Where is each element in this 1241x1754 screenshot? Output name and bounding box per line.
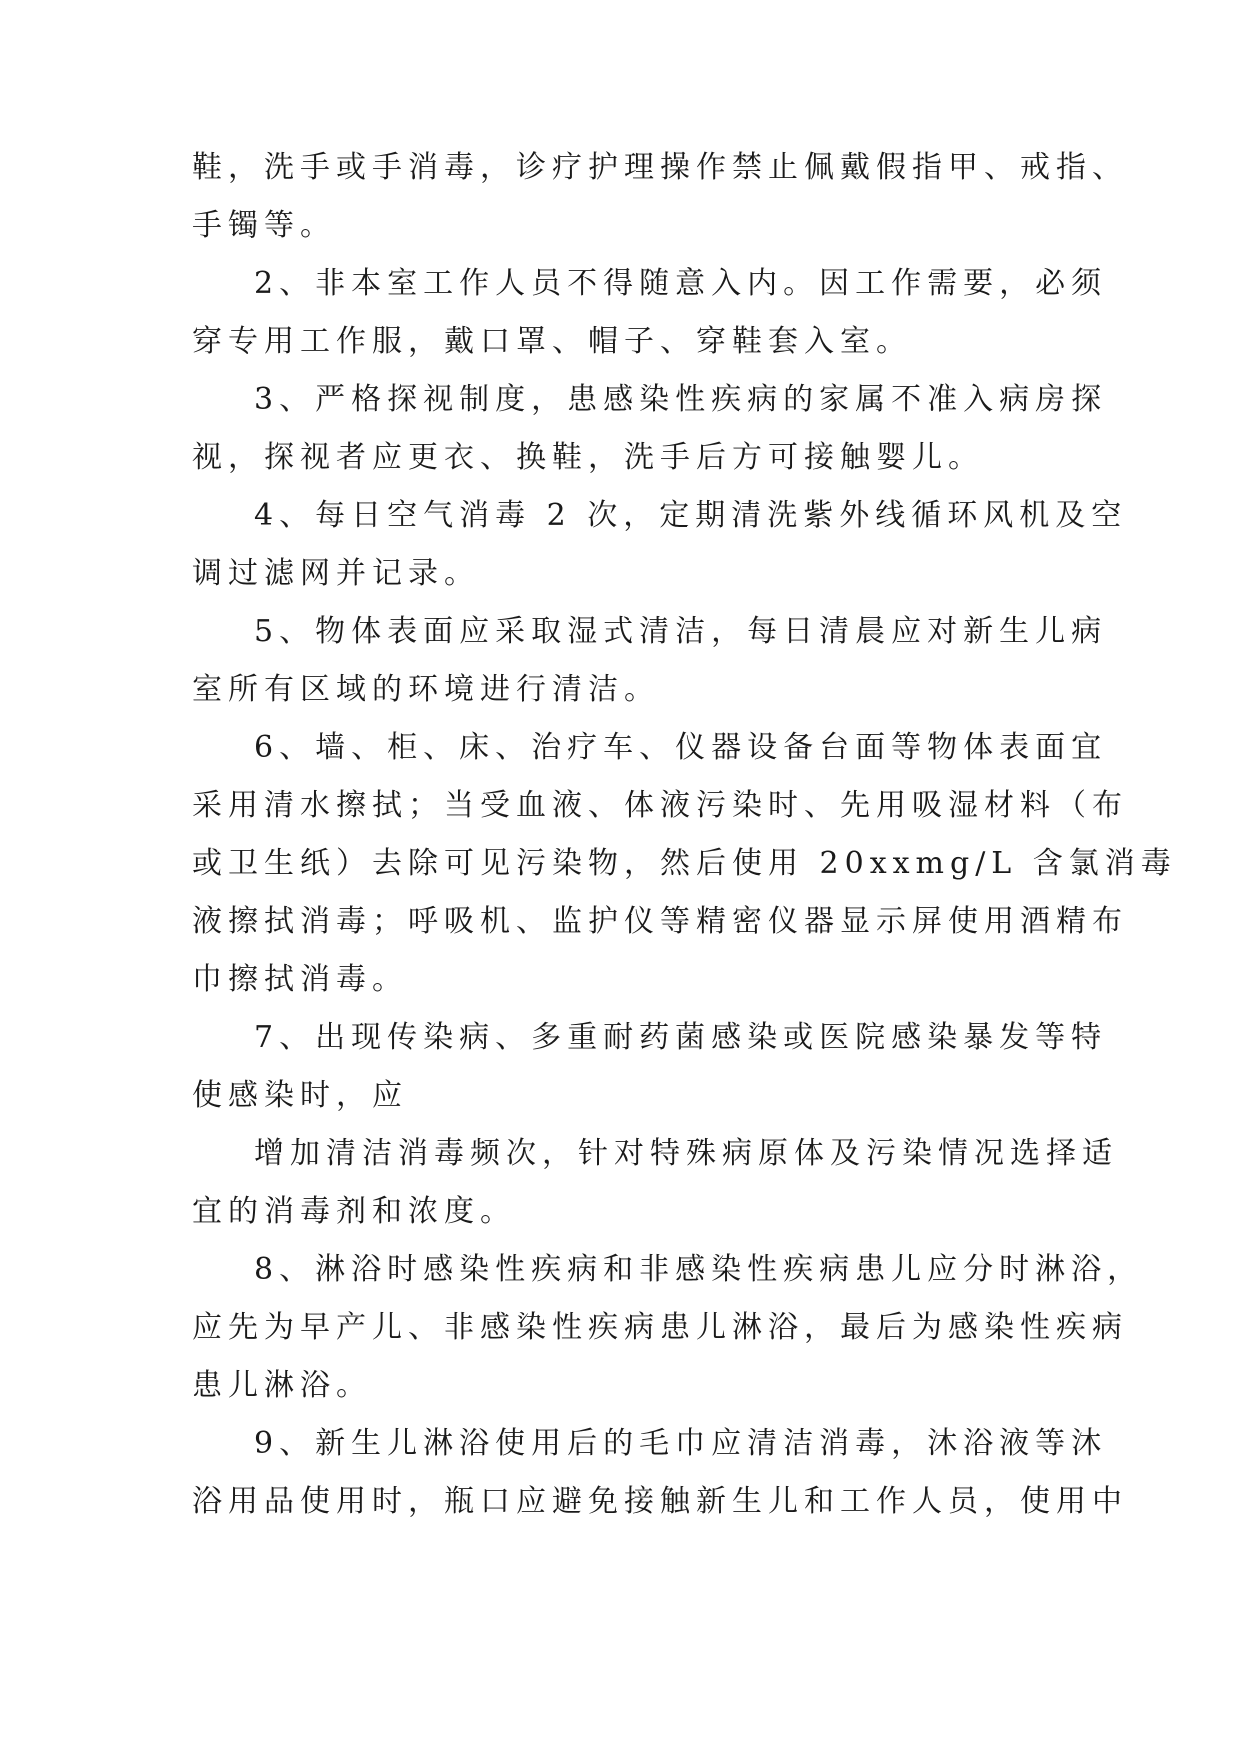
paragraph-first-line: 增加清洁消毒频次，针对特殊病原体及污染情况选择适 [254, 1136, 1118, 1171]
paragraph-first-line: 4、每日空气消毒 2 次，定期清洗紫外线循环风机及空 [254, 498, 1128, 533]
text-line: 调过滤网并记录。 [192, 556, 480, 591]
text-line: 患儿淋浴。 [192, 1368, 372, 1403]
paragraph-first-line: 9、新生儿淋浴使用后的毛巾应清洁消毒，沐浴液等沐 [254, 1426, 1108, 1461]
text-line: 鞋，洗手或手消毒，诊疗护理操作禁止佩戴假指甲、戒指、 [192, 150, 1128, 185]
paragraph-first-line: 7、出现传染病、多重耐药菌感染或医院感染暴发等特 [254, 1020, 1108, 1055]
text-line: 视，探视者应更衣、换鞋，洗手后方可接触婴儿。 [192, 440, 984, 475]
text-line: 手镯等。 [192, 208, 336, 243]
paragraph-first-line: 5、物体表面应采取湿式清洁，每日清晨应对新生儿病 [254, 614, 1108, 649]
paragraph-first-line: 3、严格探视制度，患感染性疾病的家属不准入病房探 [254, 382, 1108, 417]
text-line: 液擦拭消毒；呼吸机、监护仪等精密仪器显示屏使用酒精布 [192, 904, 1128, 939]
paragraph-first-line: 2、非本室工作人员不得随意入内。因工作需要，必须 [254, 266, 1108, 301]
text-line: 穿专用工作服，戴口罩、帽子、穿鞋套入室。 [192, 324, 912, 359]
text-line: 或卫生纸）去除可见污染物，然后使用 20xxmg/L 含氯消毒 [192, 846, 1177, 881]
text-line: 宜的消毒剂和浓度。 [192, 1194, 516, 1229]
paragraph-first-line: 6、墙、柜、床、治疗车、仪器设备台面等物体表面宜 [254, 730, 1108, 765]
text-line: 应先为早产儿、非感染性疾病患儿淋浴，最后为感染性疾病 [192, 1310, 1128, 1345]
text-line: 巾擦拭消毒。 [192, 962, 408, 997]
text-line: 室所有区域的环境进行清洁。 [192, 672, 660, 707]
text-line: 使感染时，应 [192, 1078, 408, 1113]
text-line: 浴用品使用时，瓶口应避免接触新生儿和工作人员，使用中 [192, 1484, 1128, 1519]
paragraph-first-line: 8、淋浴时感染性疾病和非感染性疾病患儿应分时淋浴， [254, 1252, 1144, 1287]
text-line: 采用清水擦拭；当受血液、体液污染时、先用吸湿材料（布 [192, 788, 1128, 823]
